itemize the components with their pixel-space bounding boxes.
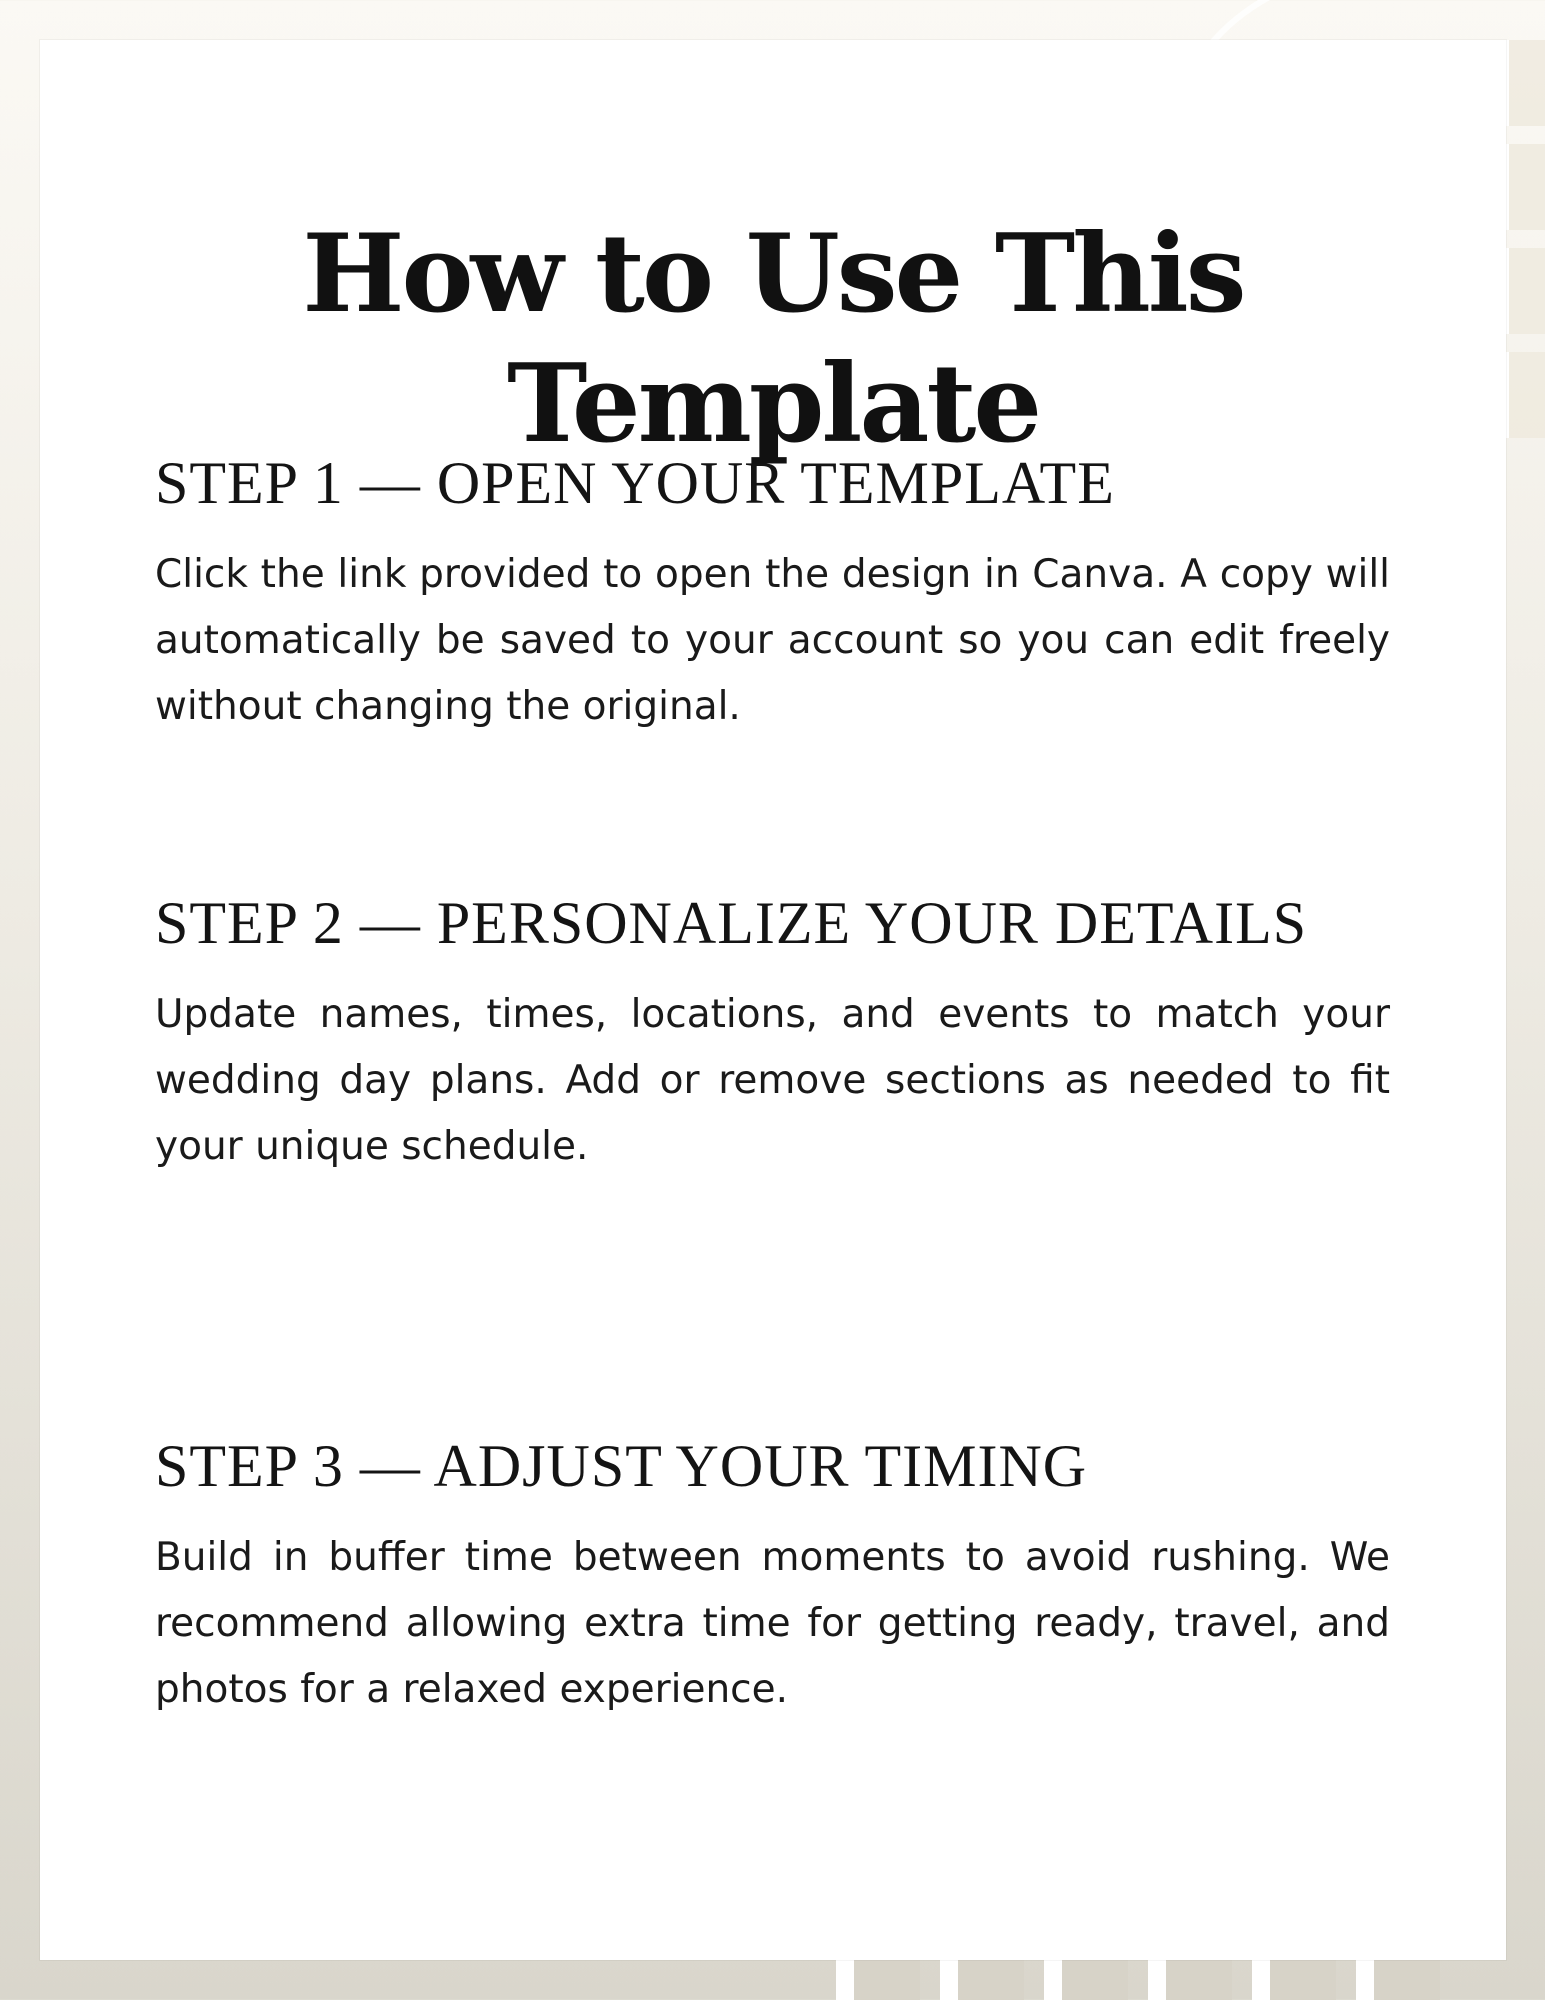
- step-1-heading: STEP 1 — OPEN YOUR TEMPLATE: [155, 450, 1115, 516]
- decorative-stripe: [1503, 144, 1545, 230]
- decorative-block: [1044, 1958, 1128, 2000]
- decorative-stripes: [1503, 40, 1545, 460]
- decorative-block: [1356, 1958, 1440, 2000]
- step-3-description: Build in buffer time between moments to avoid rushing. We recommend allowing extra time for getting ready, travel, and photos for a relaxed experience.: [155, 1535, 1390, 1712]
- decorative-block: [1252, 1958, 1336, 2000]
- instruction-card: [40, 40, 1506, 1960]
- step-3-section: [155, 1435, 1390, 1723]
- decorative-stripe: [1503, 248, 1545, 334]
- decorative-block: [836, 1958, 920, 2000]
- step-3-heading: STEP 3 — ADJUST YOUR TIMING: [155, 1433, 1088, 1499]
- decorative-stripe: [1503, 40, 1545, 126]
- step-1-description: Click the link provided to open the design in Canva. A copy will automatically be saved to your account so you can edit freely without changing the original.: [155, 552, 1390, 729]
- decorative-block: [940, 1958, 1024, 2000]
- decorative-block: [1148, 1958, 1232, 2000]
- step-1-section: [155, 452, 1390, 740]
- page-title: How to Use This Template: [302, 211, 1244, 467]
- step-2-description: Update names, times, locations, and events to match your wedding day plans. Add or remove sections as needed to fit your unique schedule.: [155, 992, 1390, 1169]
- step-2-section: [155, 892, 1390, 1180]
- step-2-heading: STEP 2 — PERSONALIZE YOUR DETAILS: [155, 890, 1308, 956]
- decorative-stripe: [1503, 352, 1545, 438]
- decorative-bottom-blocks: [836, 1958, 1545, 2000]
